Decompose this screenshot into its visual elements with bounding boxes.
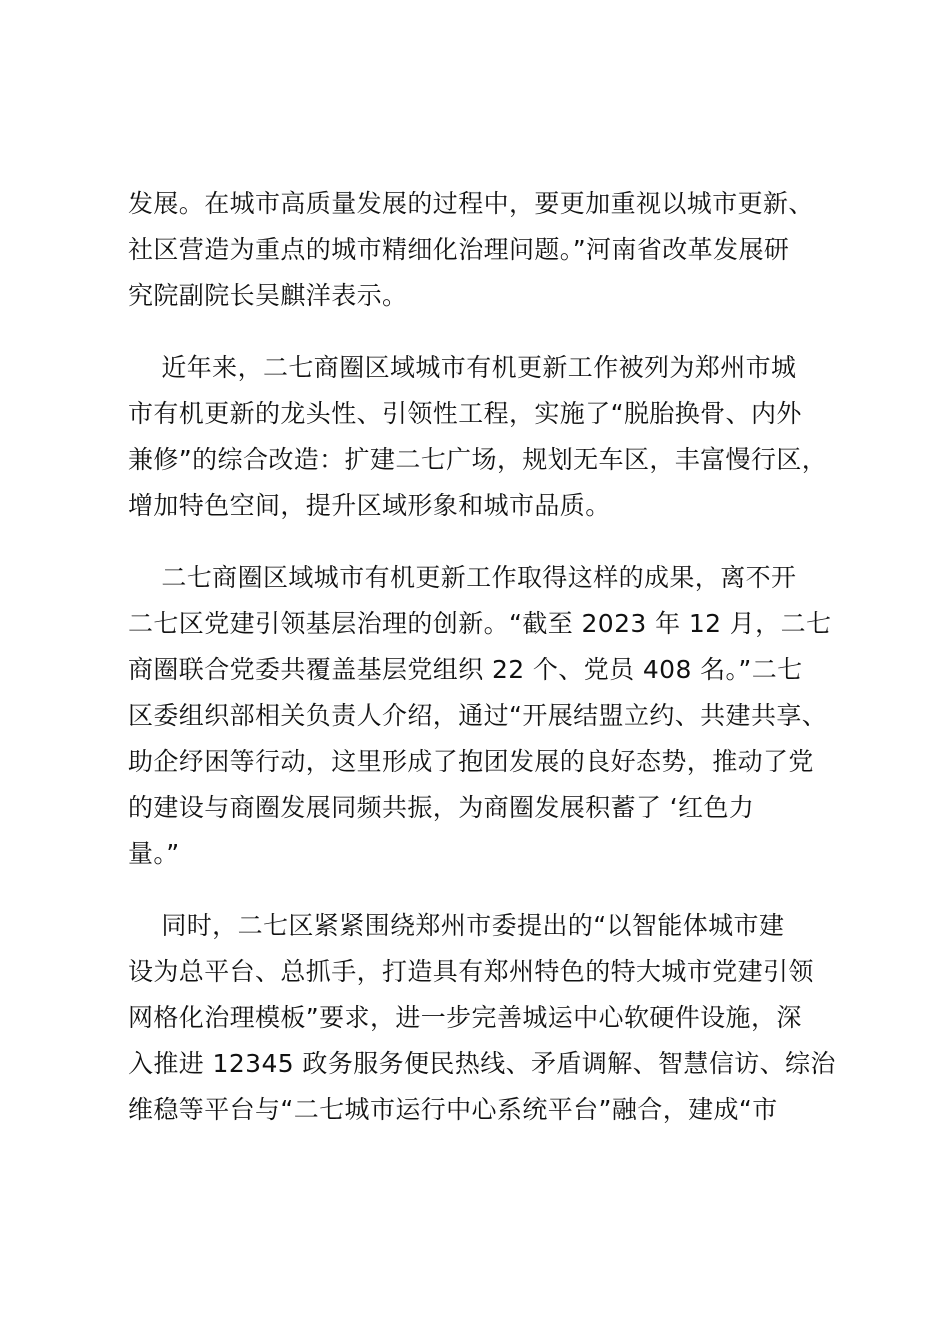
text-line: 同时，二七区紧紧围绕郑州市委提出的“以智能体城市建 xyxy=(128,911,785,940)
text-line: 究院副院长吴麒洋表示。 xyxy=(128,281,408,310)
text-line: 市有机更新的龙头性、引领性工程，实施了“脱胎换骨、内外 xyxy=(128,399,802,428)
paragraph-4 xyxy=(128,903,848,1133)
text-line: 区委组织部相关负责人介绍，通过“开展结盟立约、共建共享、 xyxy=(128,701,828,730)
text-line: 设为总平台、总抓手，打造具有郑州特色的特大城市党建引领 xyxy=(128,957,814,986)
text-line: 近年来，二七商圈区域城市有机更新工作被列为郑州市城 xyxy=(128,353,797,382)
text-line: 发展。在城市高质量发展的过程中，要更加重视以城市更新、 xyxy=(128,189,814,218)
text-line: 维稳等平台与“二七城市运行中心系统平台”融合，建成“市 xyxy=(128,1095,778,1124)
text-line: 二七商圈区域城市有机更新工作取得这样的成果，离不开 xyxy=(128,563,797,592)
text-line: 增加特色空间，提升区域形象和城市品质。 xyxy=(128,491,611,520)
paragraph-3 xyxy=(128,555,848,877)
text-line: 商圈联合党委共覆盖基层党组织 22 个、党员 408 名。”二七 xyxy=(128,655,803,684)
text-line: 网格化治理模板”要求，进一步完善城运中心软硬件设施，深 xyxy=(128,1003,802,1032)
article-body xyxy=(128,181,848,1133)
text-line: 助企纾困等行动，这里形成了抱团发展的良好态势，推动了党 xyxy=(128,747,814,776)
text-line: 兼修”的综合改造：扩建二七广场，规划无车区，丰富慢行区， xyxy=(128,445,828,474)
text-line: 的建设与商圈发展同频共振，为商圈发展积蓄了 ‘红色力 xyxy=(128,793,755,822)
text-line: 社区营造为重点的城市精细化治理问题。”河南省改革发展研 xyxy=(128,235,790,264)
text-line: 量。” xyxy=(128,839,180,868)
text-line: 二七区党建引领基层治理的创新。“截至 2023 年 12 月，二七 xyxy=(128,609,832,638)
paragraph-2 xyxy=(128,345,848,529)
paragraph-1 xyxy=(128,181,848,319)
text-line: 入推进 12345 政务服务便民热线、矛盾调解、智慧信访、综治 xyxy=(128,1049,836,1078)
